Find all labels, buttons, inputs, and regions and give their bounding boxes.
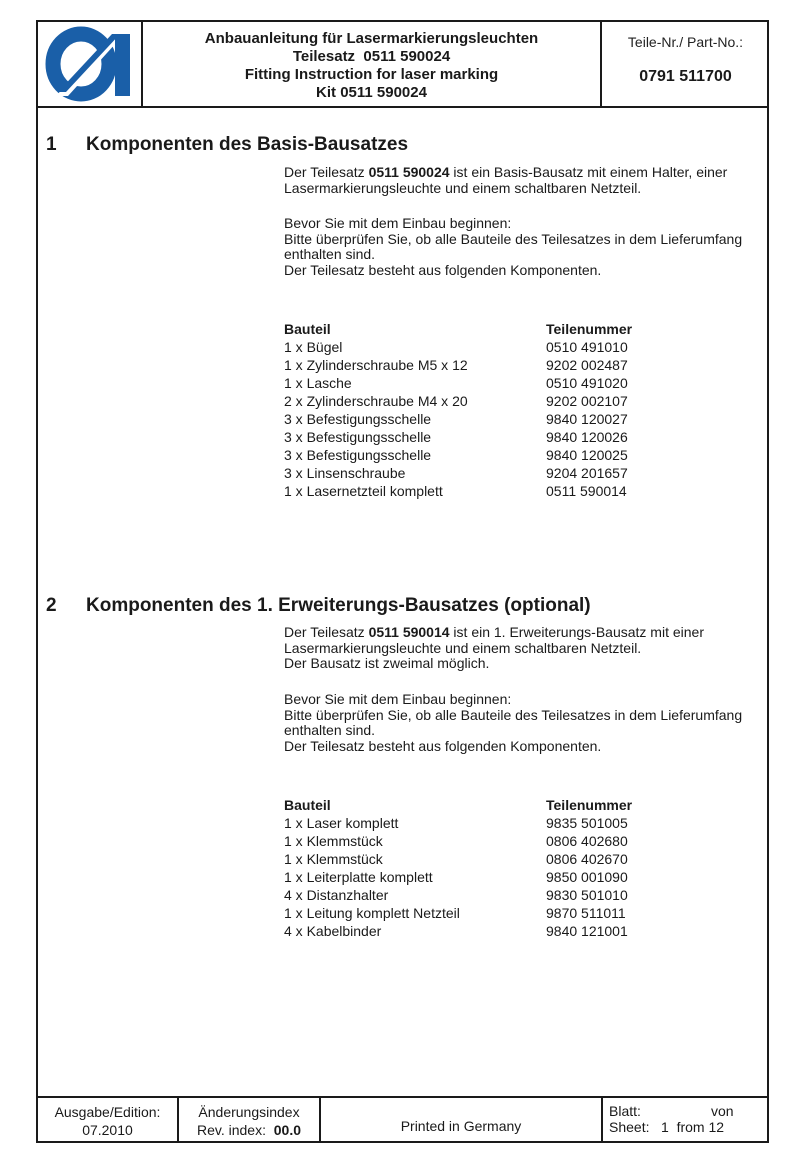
- section-1-title: Komponenten des Basis-Bausatzes: [86, 134, 409, 155]
- table-row: [284, 393, 704, 411]
- table-header-row: [284, 797, 704, 815]
- part-number-value: 0791 511700: [639, 68, 732, 85]
- document-title: [143, 22, 602, 106]
- col-part-header: Bauteil: [284, 321, 331, 337]
- part-number-cell: 0510 491020: [546, 375, 628, 391]
- part-name-cell: 3 x Linsenschraube: [284, 465, 406, 481]
- sheet-label: Sheet:: [609, 1119, 650, 1135]
- intro-text: Der Teilesatz: [284, 624, 369, 640]
- part-number-cell: 0511 590014: [546, 483, 627, 499]
- title-line-2: Teilesatz 0511 590024: [292, 48, 451, 65]
- section-2-title: Komponenten des 1. Erweiterungs-Bausatzes (optional): [86, 595, 591, 616]
- kit-number: 0511 590014: [368, 624, 450, 640]
- intro-text: ist ein 1. Erweiterungs-Bausatz mit einer Lasermarkierungsleuchte und einem schaltbaren Netzteil.: [284, 624, 704, 656]
- sheet-value: 1: [661, 1119, 669, 1135]
- section-2-number: 2: [46, 595, 57, 616]
- part-number-cell: 9202 002487: [546, 357, 628, 373]
- footer: [38, 1096, 767, 1141]
- part-name-cell: 1 x Lasernetzteil komplett: [284, 483, 443, 499]
- table-row: [284, 887, 704, 905]
- section-1-intro: [284, 165, 754, 196]
- table-row: [284, 339, 704, 357]
- section-2-check: [284, 692, 754, 754]
- table-row: [284, 357, 704, 375]
- logo-cell: [38, 22, 143, 106]
- part-name-cell: 1 x Laser komplett: [284, 815, 399, 831]
- table-row: [284, 483, 704, 501]
- printed-cell: [321, 1098, 603, 1141]
- table-row: [284, 923, 704, 941]
- check-line: Der Teilesatz besteht aus folgenden Komponenten.: [284, 737, 602, 754]
- part-name-cell: 1 x Bügel: [284, 339, 343, 355]
- title-line-3: Fitting Instruction for laser marking: [244, 66, 499, 83]
- section-1-number: 1: [46, 134, 57, 155]
- part-name-cell: 1 x Klemmstück: [284, 851, 383, 867]
- table-row: [284, 465, 704, 483]
- from-label: from: [676, 1119, 705, 1135]
- check-line: Bevor Sie mit dem Einbau beginnen:: [284, 215, 512, 231]
- section-2-intro: [284, 625, 754, 672]
- change-index-label: Änderungsindex: [198, 1104, 300, 1120]
- von-label: von: [711, 1103, 734, 1119]
- from-value: 12: [708, 1119, 725, 1135]
- section-1-check: [284, 216, 754, 278]
- section-1-parts-table: [284, 321, 704, 501]
- part-name-cell: 1 x Klemmstück: [284, 833, 383, 849]
- part-name-cell: 3 x Befestigungsschelle: [284, 447, 432, 463]
- col-number-header: Teilenummer: [546, 321, 633, 337]
- section-2-parts-table: [284, 797, 704, 941]
- part-name-cell: 2 x Zylinderschraube M4 x 20: [284, 393, 468, 409]
- table-row: [284, 869, 704, 887]
- title-line-1: Anbauanleitung für Lasermarkierungsleuchten: [204, 30, 539, 47]
- part-number-cell: 9840 121001: [546, 923, 628, 939]
- part-name-cell: 4 x Distanzhalter: [284, 887, 389, 903]
- table-row: [284, 851, 704, 869]
- table-header-row: [284, 321, 704, 339]
- intro-extra: Der Bausatz ist zweimal möglich.: [284, 655, 490, 671]
- intro-text: Der Teilesatz: [284, 164, 369, 180]
- part-number-cell: 0806 402670: [546, 851, 628, 867]
- intro-text: ist ein Basis-Bausatz mit einem Halter, einer Lasermarkierungsleuchte und einem schaltbaren Netzteil.: [284, 164, 728, 196]
- printed-in-text: Printed in Germany: [400, 1118, 522, 1134]
- table-row: [284, 411, 704, 429]
- part-name-cell: 3 x Befestigungsschelle: [284, 429, 432, 445]
- title-line-4: Kit 0511 590024: [316, 84, 427, 101]
- part-number-cell: 9870 511011: [546, 905, 626, 921]
- rev-index-label: Rev. index:: [196, 1122, 266, 1138]
- part-name-cell: 3 x Befestigungsschelle: [284, 411, 432, 427]
- table-row: [284, 905, 704, 923]
- revision-cell: [179, 1098, 321, 1141]
- part-number-label: Teile-Nr./ Part-No.:: [627, 34, 744, 50]
- part-number-cell: [602, 22, 769, 106]
- part-name-cell: 1 x Zylinderschraube M5 x 12: [284, 357, 468, 373]
- page-frame: [36, 20, 769, 1143]
- part-number-cell: 9840 120026: [546, 429, 628, 445]
- part-number-cell: 9840 120025: [546, 447, 628, 463]
- col-part-header: Bauteil: [284, 797, 331, 813]
- part-number-cell: 9835 501005: [546, 815, 628, 831]
- check-line: Bitte überprüfen Sie, ob alle Bauteile des Teilesatzes in dem Lieferumfang enthalten sind.: [284, 706, 743, 738]
- kit-number: 0511 590024: [368, 164, 450, 180]
- edition-label: Ausgabe/Edition:: [54, 1104, 161, 1120]
- table-row: [284, 815, 704, 833]
- part-name-cell: 1 x Leitung komplett Netzteil: [284, 905, 460, 921]
- edition-cell: [38, 1098, 179, 1141]
- check-line: Bevor Sie mit dem Einbau beginnen:: [284, 691, 512, 707]
- part-number-cell: 0510 491010: [546, 339, 628, 355]
- section-1-heading: [46, 134, 408, 156]
- blatt-label: Blatt:: [609, 1103, 641, 1119]
- part-number-cell: 9202 002107: [546, 393, 628, 409]
- part-number-cell: 9830 501010: [546, 887, 628, 903]
- sheet-cell: [603, 1098, 769, 1141]
- part-number-cell: 0806 402680: [546, 833, 628, 849]
- part-number-cell: 9204 201657: [546, 465, 628, 481]
- brand-logo-icon: [38, 22, 143, 106]
- part-number-cell: 9850 001090: [546, 869, 628, 885]
- check-line: Der Teilesatz besteht aus folgenden Komponenten.: [284, 261, 602, 278]
- section-2-heading: [46, 595, 591, 617]
- part-name-cell: 4 x Kabelbinder: [284, 923, 382, 939]
- col-number-header: Teilenummer: [546, 797, 633, 813]
- part-number-cell: 9840 120027: [546, 411, 628, 427]
- part-name-cell: 1 x Leiterplatte komplett: [284, 869, 433, 885]
- edition-value: 07.2010: [82, 1122, 133, 1138]
- table-row: [284, 429, 704, 447]
- table-row: [284, 375, 704, 393]
- table-row: [284, 447, 704, 465]
- rev-index-value: 00.0: [273, 1122, 302, 1138]
- table-row: [284, 833, 704, 851]
- check-line: Bitte überprüfen Sie, ob alle Bauteile des Teilesatzes in dem Lieferumfang enthalten sind.: [284, 230, 743, 262]
- part-name-cell: 1 x Lasche: [284, 375, 352, 391]
- header: [38, 22, 767, 108]
